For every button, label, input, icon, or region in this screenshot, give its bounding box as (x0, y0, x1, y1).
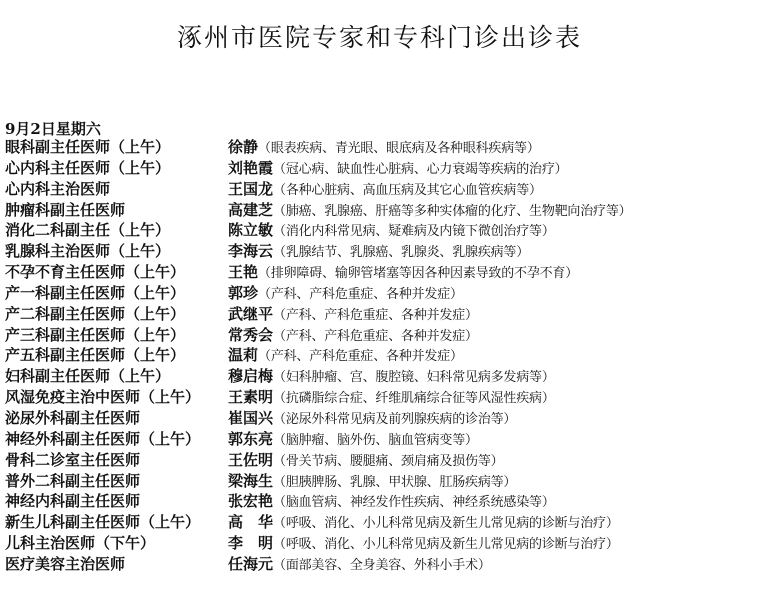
department-title: 产三科副主任医师（上午） (5, 325, 186, 344)
clinic-schedule-list (0, 137, 759, 575)
doctor-entry (228, 554, 491, 577)
doctor-name: 李海云 (228, 242, 274, 261)
doctor-specialty: （产科、产科危重症、各种并发症） (258, 349, 463, 365)
schedule-row (0, 220, 759, 241)
schedule-row (0, 429, 759, 450)
doctor-specialty: （排卵障碍、输卵管堵塞等因各种因素导致的不孕不育） (258, 266, 579, 282)
doctor-specialty: （冠心病、缺血性心脏病、心力衰竭等疾病的治疗） (273, 161, 568, 177)
doctor-name: 高 华 (228, 513, 274, 532)
doctor-entry (228, 200, 631, 223)
doctor-entry (228, 304, 478, 327)
department-title: 风湿免疫主治中医师（上午） (5, 388, 201, 407)
schedule-row (0, 554, 759, 575)
doctor-entry (228, 512, 619, 535)
doctor-entry (228, 471, 516, 494)
doctor-entry (228, 345, 463, 368)
doctor-name: 高建芝 (228, 200, 274, 219)
doctor-entry (228, 283, 463, 306)
doctor-entry (228, 450, 503, 473)
doctor-name: 徐静 (228, 138, 259, 156)
doctor-entry (228, 325, 478, 348)
doctor-specialty: （妇科肿瘤、宫、腹腔镜、妇科常见病多发病等） (273, 370, 555, 386)
doctor-specialty: （面部美容、全身美容、外科小手术） (273, 557, 491, 573)
schedule-row (0, 387, 759, 408)
doctor-name: 温莉 (228, 346, 259, 365)
schedule-row (0, 262, 759, 283)
doctor-entry (228, 137, 540, 160)
department-title: 不孕不育主任医师（上午） (5, 263, 186, 282)
doctor-specialty: （产科、产科危重症、各种并发症） (273, 328, 478, 344)
doctor-specialty: （呼吸、消化、小儿科常见病及新生儿常见病的诊断与治疗） (273, 537, 619, 553)
doctor-name: 李 明 (228, 534, 274, 553)
schedule-row (0, 512, 759, 533)
doctor-name: 常秀会 (228, 325, 274, 344)
doctor-specialty: （脑肿瘤、脑外伤、脑血管病变等） (273, 432, 478, 448)
doctor-entry (228, 220, 555, 243)
department-title: 乳腺科主治医师（上午） (5, 242, 171, 261)
schedule-row (0, 533, 759, 554)
department-title: 骨科二诊室主任医师 (5, 450, 141, 469)
department-title: 产二科副主任医师（上午） (5, 304, 186, 323)
doctor-specialty: （泌尿外科常见病及前列腺疾病的诊治等） (273, 411, 517, 427)
schedule-row (0, 179, 759, 200)
doctor-specialty: （各种心脏病、高血压病及其它心血管疾病等） (273, 182, 542, 198)
department-title: 心内科主治医师 (5, 179, 111, 198)
department-title: 新生儿科副主任医师（上午） (5, 513, 201, 532)
doctor-specialty: （肺癌、乳腺癌、肝癌等多种实体瘤的化疗、生物靶向治疗等） (273, 203, 632, 219)
department-title: 医疗美容主治医师 (5, 554, 126, 573)
department-title: 消化二科副主任（上午） (5, 221, 171, 240)
doctor-entry (228, 408, 516, 431)
schedule-row (0, 366, 759, 387)
department-title: 妇科副主任医师（上午） (5, 367, 171, 386)
doctor-entry (228, 241, 529, 264)
schedule-row (0, 241, 759, 262)
doctor-name: 王国龙 (228, 179, 274, 198)
schedule-row (0, 200, 759, 221)
department-title: 产一科副主任医师（上午） (5, 283, 186, 302)
department-title: 泌尿外科副主任医师 (5, 408, 141, 427)
doctor-specialty: （胆胰脾肠、乳腺、甲状腺、肛肠疾病等） (273, 474, 517, 490)
schedule-row (0, 408, 759, 429)
department-title: 肿瘤科副主任医师 (5, 200, 126, 219)
doctor-name: 郭珍 (228, 283, 259, 302)
department-title: 眼科副主任医师（上午） (5, 138, 171, 156)
doctor-specialty: （乳腺结节、乳腺癌、乳腺炎、乳腺疾病等） (273, 245, 530, 261)
page-title: 涿州市医院专家和专科门诊出诊表 (176, 23, 582, 52)
department-title: 儿科主治医师（下午） (5, 534, 156, 553)
doctor-name: 穆启梅 (228, 367, 274, 386)
department-title: 普外二科副主任医师 (5, 471, 141, 490)
doctor-name: 张宏艳 (228, 492, 274, 511)
doctor-name: 崔国兴 (228, 408, 274, 427)
doctor-specialty: （呼吸、消化、小儿科常见病及新生儿常见病的诊断与治疗） (273, 516, 619, 532)
doctor-entry (228, 387, 555, 410)
doctor-name: 武继平 (228, 304, 274, 323)
doctor-entry (228, 491, 555, 514)
schedule-row (0, 158, 759, 179)
schedule-row (0, 283, 759, 304)
doctor-specialty: （消化内科常见病、疑难病及内镜下微创治疗等） (273, 224, 555, 240)
schedule-row (0, 345, 759, 366)
department-title: 心内科主任医师（上午） (5, 158, 171, 177)
doctor-name: 任海元 (228, 554, 274, 573)
doctor-name: 王素明 (228, 388, 274, 407)
schedule-row (0, 471, 759, 492)
schedule-row (0, 304, 759, 325)
doctor-name: 梁海生 (228, 471, 274, 490)
doctor-entry (228, 179, 542, 202)
doctor-specialty: （骨关节病、腰腿痛、颈肩痛及损伤等） (273, 453, 504, 469)
doctor-specialty: （抗磷脂综合症、纤维肌痛综合征等风湿性疾病） (273, 391, 555, 407)
doctor-entry (228, 533, 619, 556)
department-title: 神经外科副主任医师（上午） (5, 429, 201, 448)
department-title: 产五科副主任医师（上午） (5, 346, 186, 365)
schedule-date: 9月2日星期六 (5, 120, 101, 138)
department-title: 神经内科副主任医师 (5, 492, 141, 511)
doctor-specialty: （眼表疾病、青光眼、眼底病及各种眼科疾病等） (258, 141, 540, 156)
doctor-entry (228, 158, 567, 181)
schedule-row (0, 450, 759, 471)
doctor-specialty: （产科、产科危重症、各种并发症） (258, 286, 463, 302)
doctor-name: 刘艳霞 (228, 158, 274, 177)
doctor-entry (228, 429, 478, 452)
doctor-name: 王艳 (228, 263, 259, 282)
doctor-specialty: （脑血管病、神经发作性疾病、神经系统感染等） (273, 495, 555, 511)
doctor-entry (228, 366, 555, 389)
doctor-specialty: （产科、产科危重症、各种并发症） (273, 307, 478, 323)
schedule-row (0, 137, 759, 158)
doctor-entry (228, 262, 578, 285)
doctor-name: 陈立敏 (228, 221, 274, 240)
schedule-row (0, 491, 759, 512)
schedule-row (0, 325, 759, 346)
doctor-name: 王佐明 (228, 450, 274, 469)
doctor-name: 郭东亮 (228, 429, 274, 448)
